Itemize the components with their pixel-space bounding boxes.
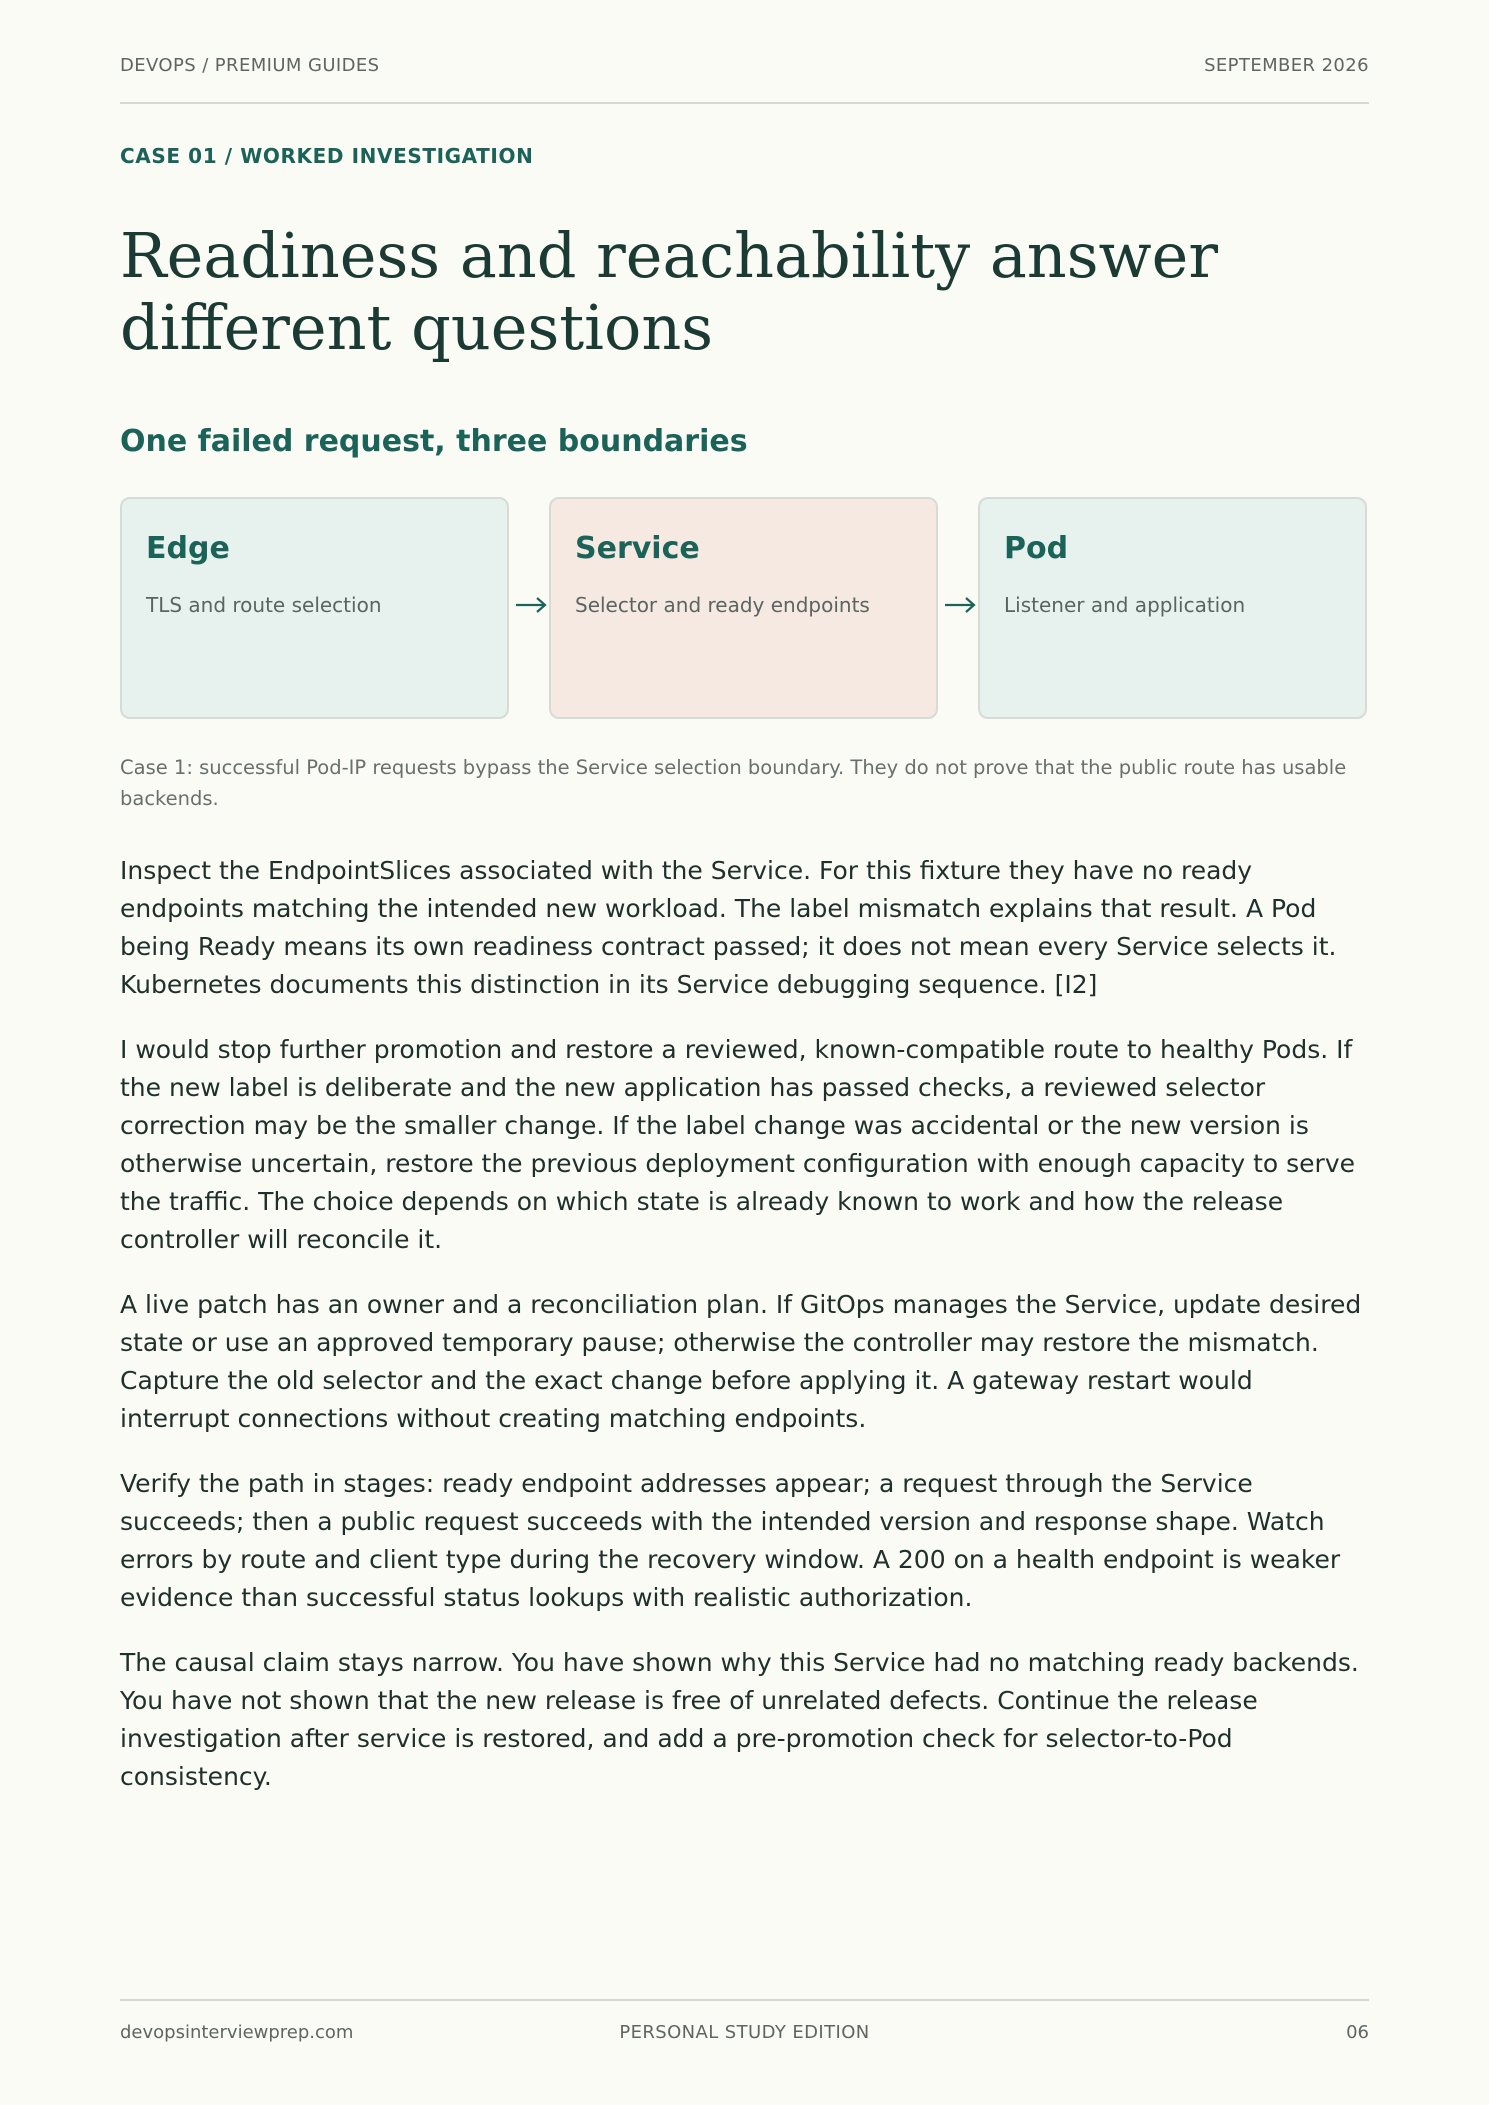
header-date: SEPTEMBER 2026 (1204, 55, 1369, 76)
service-box-description: Selector and ready endpoints (575, 593, 870, 617)
body-paragraph: Verify the path in stages: ready endpoint addresses appear; a request through the Service succeeds; then a public request succeeds with the intended version and response shape. Watch errors by route and client type during the recovery window. A 200 on a health endpoint is weaker evidence than successful status lookups with realistic authorization. (120, 1469, 1341, 1612)
arrow-right-icon (512, 593, 550, 617)
pod-boundary-box (978, 497, 1367, 719)
pod-box-title: Pod (1004, 531, 1069, 566)
diagram-caption: Case 1: successful Pod-IP requests bypass the Service selection boundary. They do not prove that the public route has usable backends. (120, 756, 1347, 810)
boundary-diagram (120, 497, 1369, 723)
page-header (120, 52, 1369, 104)
footer-site-link[interactable]: devopsinterviewprep.com (120, 2022, 354, 2043)
edge-boundary-box (120, 497, 509, 719)
edge-box-description: TLS and route selection (146, 593, 382, 617)
body-paragraph: A live patch has an owner and a reconciliation plan. If GitOps manages the Service, update desired state or use an approved temporary pause; otherwise the controller may restore the mismatch. Capture the old selector and the exact change before applying it. A gateway restart would interrupt connections without creating matching endpoints. (120, 1290, 1362, 1433)
page-number: 06 (1346, 2022, 1369, 2043)
page-footer (120, 1999, 1369, 2051)
body-paragraph: The causal claim stays narrow. You have shown why this Service had no matching ready backends. You have not shown that the new release is free of unrelated defects. Continue the release investigation after service is restored, and add a pre-promotion check for selector-to-Pod consistency. (120, 1648, 1359, 1791)
diagram-heading: One failed request, three boundaries (120, 424, 748, 459)
header-section-label: DEVOPS / PREMIUM GUIDES (120, 55, 380, 76)
edge-box-title: Edge (146, 531, 230, 566)
case-kicker: CASE 01 / WORKED INVESTIGATION (120, 144, 534, 168)
pod-box-description: Listener and application (1004, 593, 1246, 617)
footer-edition-label: PERSONAL STUDY EDITION (619, 2022, 870, 2043)
article-body (120, 852, 1369, 1823)
body-paragraph: Inspect the EndpointSlices associated with the Service. For this fixture they have no ready endpoints matching the intended new workload. The label mismatch explains that result. A Pod being Ready means its own readiness contract passed; it does not mean every Service selects it. Kubernetes documents this distinction in its Service debugging sequence. [I2] (120, 856, 1337, 999)
service-boundary-box (549, 497, 938, 719)
service-box-title: Service (575, 531, 700, 566)
page-title: Readiness and reachability answer different questions (120, 219, 1218, 364)
arrow-right-icon (941, 593, 979, 617)
body-paragraph: I would stop further promotion and restore a reviewed, known-compatible route to healthy Pods. If the new label is deliberate and the new application has passed checks, a reviewed selector correction may be the smaller change. If the label change was accidental or the new version is otherwise uncertain, restore the previous deployment configuration with enough capacity to serve the traffic. The choice depends on which state is already known to work and how the release controller will reconcile it. (120, 1035, 1356, 1254)
